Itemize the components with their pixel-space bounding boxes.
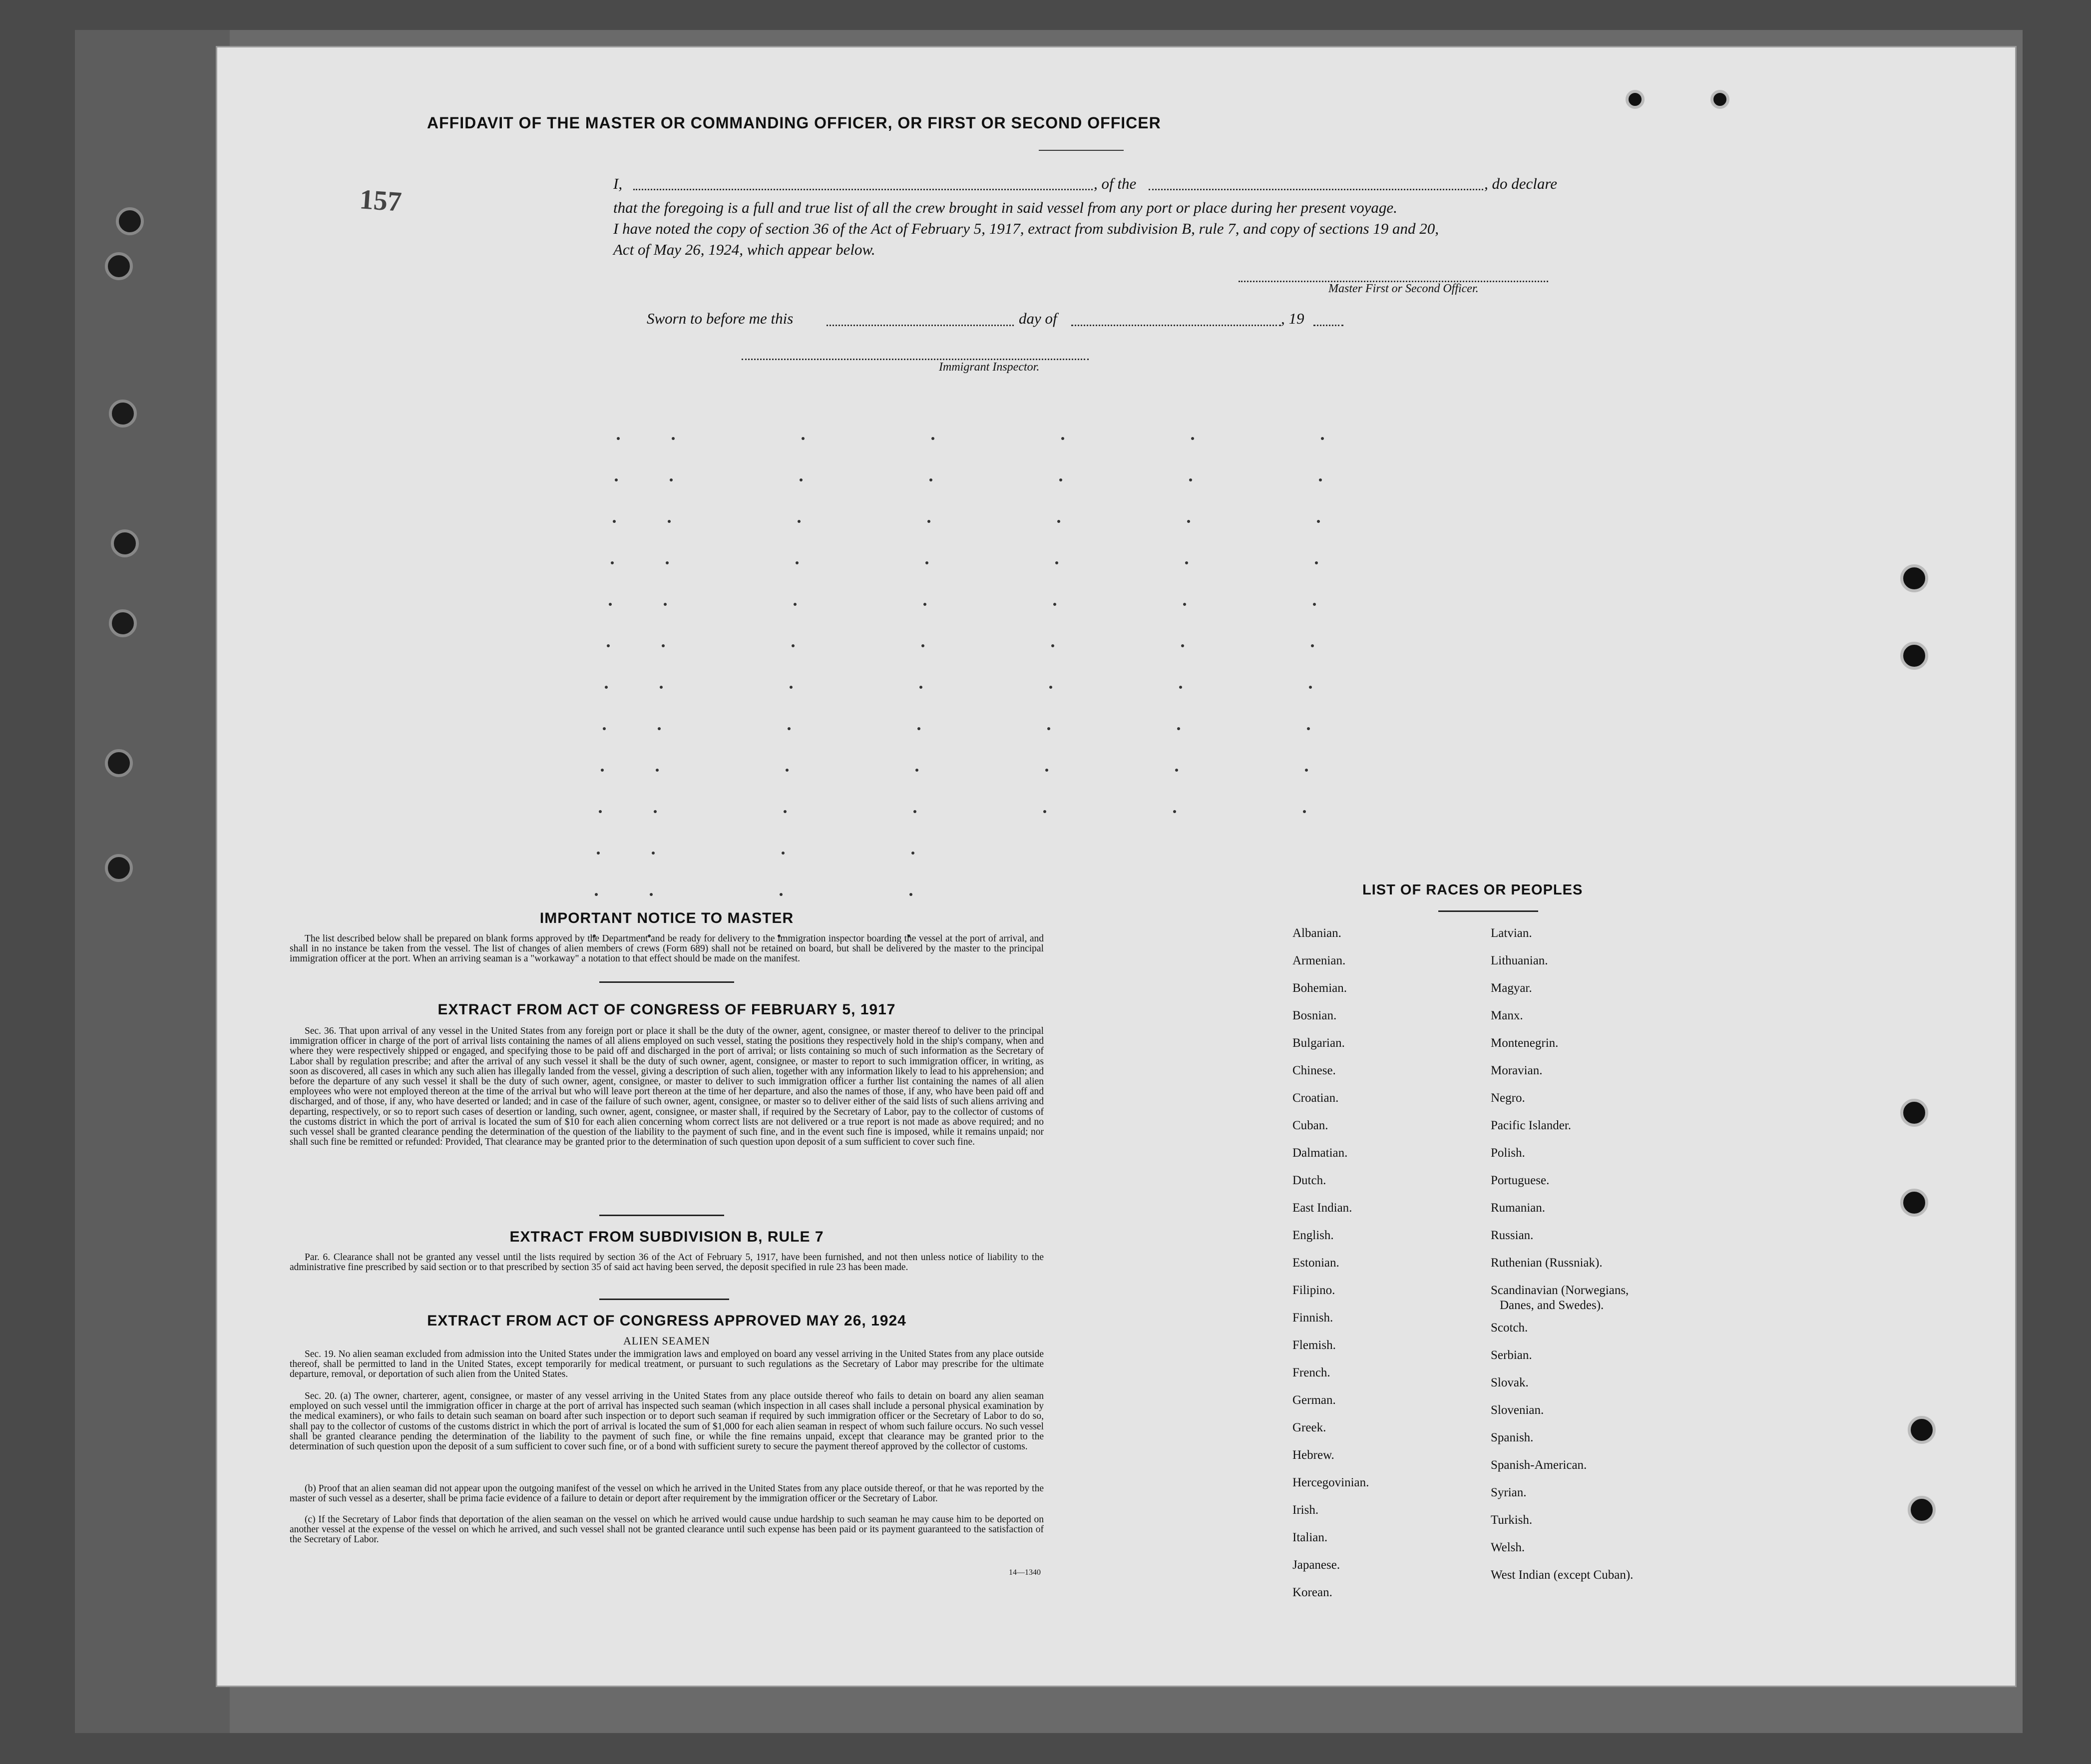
punch-hole	[1900, 1099, 1928, 1127]
row-dot	[798, 520, 801, 523]
row-dot	[1187, 520, 1190, 523]
row-dot	[1047, 727, 1050, 730]
race-item: Armenian.	[1292, 954, 1346, 967]
row-dot	[670, 478, 673, 481]
bleed-through-text	[1516, 162, 2091, 1661]
row-dot	[782, 852, 785, 855]
row-dot	[599, 810, 602, 813]
binder-hole	[105, 749, 133, 777]
inspector-label: Immigrant Inspector.	[939, 361, 1040, 374]
row-dot	[650, 893, 653, 896]
row-dot	[1307, 727, 1310, 730]
race-item: Welsh.	[1491, 1541, 1525, 1554]
race-item: Japanese.	[1292, 1558, 1340, 1572]
race-item: German.	[1292, 1393, 1336, 1407]
race-item: Pacific Islander.	[1491, 1119, 1572, 1132]
act-1924-sec-20c: (c) If the Secretary of Labor finds that deportation of the alien seaman on the vessel on which he arrived would cause undue hardship to such seaman he may cause him to be deported on another vessel at the expense of the vessel on which he arrived, and such vessel shall not be granted clearance until such expense has been paid or its payment guaranteed to the satisfaction of the Secretary of Labor.	[290, 1514, 1044, 1545]
row-dot	[1321, 437, 1324, 440]
day-dotted-line	[1071, 325, 1281, 326]
section-separator	[599, 1299, 729, 1300]
affidavit-of-the: , of the	[1094, 175, 1137, 192]
row-dot	[672, 437, 675, 440]
row-dot	[668, 520, 671, 523]
act-1924-sec-19: Sec. 19. No alien seaman excluded from admission into the United States under the immigration laws and employed on board any vessel arriving in the United States from any place outside thereof, shall be permitted to land in the United States, except temporarily for medical treatment, or pursuant to such regulations as the Secretary of Labor may prescribe for the ultimate departure, removal, or deportation of such alien from the United States.	[290, 1349, 1044, 1380]
row-dot	[1061, 437, 1064, 440]
row-dot	[784, 810, 787, 813]
race-item: Scandinavian (Norwegians,	[1491, 1284, 1629, 1297]
row-dot	[1177, 727, 1180, 730]
race-item: Italian.	[1292, 1531, 1328, 1544]
race-item: Albanian.	[1292, 926, 1341, 940]
act-1924-title: EXTRACT FROM ACT OF CONGRESS APPROVED MAY 26, 1924	[427, 1313, 906, 1329]
form-number: 14—1340	[1009, 1568, 1041, 1577]
row-dot	[652, 852, 655, 855]
punch-hole	[1908, 1416, 1936, 1444]
race-item: Spanish-American.	[1491, 1458, 1587, 1472]
row-dot	[1059, 478, 1062, 481]
row-dot	[915, 769, 918, 772]
row-dot	[1311, 644, 1314, 647]
signature-label: Master First or Second Officer.	[1328, 282, 1479, 295]
subdivision-b-text: Par. 6. Clearance shall not be granted any vessel until the lists required by section 36 of the Act of February 5, 1917, have been furnished, and not then unless notice of liability to the administrative fine prescribed by said section or to that prescribed by section 35 of said act having been served, the deposit specified in rule 23 has been made.	[290, 1252, 1044, 1273]
row-dot	[1303, 810, 1306, 813]
affidavit-do-declare: , do declare	[1484, 175, 1558, 192]
row-dot	[595, 893, 598, 896]
punch-hole	[1900, 642, 1928, 670]
row-dot	[603, 727, 606, 730]
row-dot	[917, 727, 920, 730]
punch-hole	[1908, 1496, 1936, 1524]
day-of-text: day of	[1019, 310, 1057, 327]
row-dot	[1181, 644, 1184, 647]
section-separator	[599, 981, 734, 983]
row-dot	[605, 686, 608, 689]
act-1924-sec-20a: Sec. 20. (a) The owner, charterer, agent, consignee, or master of any vessel arriving in the United States from any place outside thereof who fails to detain on board any alien seaman employed on such vessel until the immigration officer in charge at the port of arrival has inspected such seaman (which inspection in all cases shall include a personal physical examination by the medical examiners), or who fails to detain such seaman on board after such inspection or to deport such seaman if required by such immigration officer or the Secretary of Labor to do so, shall pay to the collector of customs of the customs district in which the port of arrival is located the sum of $1,000 for each alien seaman in respect of whom such failure occurs. No such vessel shall be granted clearance pending the determination of the liability to the payment of such fine, or while the fine remains unpaid, except that clearance may be granted prior to the determination of such question upon the deposit of a sum sufficient to cover such fine, or of a bond with sufficient surety to secure the payment thereof approved by the collector of customs.	[290, 1391, 1044, 1452]
row-dot	[931, 437, 934, 440]
binder-hole	[116, 207, 144, 235]
vessel-dotted-line	[1149, 189, 1483, 190]
act-1917-text: Sec. 36. That upon arrival of any vessel in the United States from any foreign port or place it shall be the duty of the owner, agent, consignee, or master thereof to deliver to the principal immigration officer in charge of the port of arrival lists containing the names of all aliens employed on such vessel, stating the positions they respectively hold in the ship's company, when and where they were respectively shipped or engaged, and specifying those to be paid off and discharged in the port of arrival; or lists containing so much of such information as the Secretary of Labor shall by regulation prescribe; and after the arrival of any such vessel it shall be the duty of such owner, agent, consignee, or master to report to such immigration officer, in writing, as soon as discovered, all cases in which any such alien has illegally landed from the vessel, giving a description of such alien, together with any information likely to lead to his apprehension; and before the departure of any such vessel it shall be the duty of such owner, agent, consignee, or master to deliver to such immigration officer a further list containing the names of all alien employees who were not employed thereon at the time of the arrival but who will leave port thereon at the time of her departure, and also the names of those, if any, who have been paid off and discharged, and of those, if any, who have deserted or landed; and in case of the failure of such owner, agent, consignee, or master so to deliver either of the said lists of such aliens arriving and departing, respectively, or so to report such cases of desertion or landing, such owner, agent, consignee, or master shall, if required by the Secretary of Labor, pay to the collector of customs of the customs district in which the port of arrival is located the sum of $10 for each alien concerning whom correct lists are not delivered or a true report is not made as above required; and no such vessel shall be granted clearance pending the determination of the question of the liability to the payment of such fine, and in the event such fine is imposed, while it remains unpaid; nor shall such fine be remitted or refunded: Provided, That clearance may be granted prior to the determination of such question upon deposit of a sum sufficient to cover such fine.	[290, 1026, 1044, 1148]
row-dot	[786, 769, 789, 772]
race-item: Scotch.	[1491, 1321, 1528, 1334]
race-item: Bosnian.	[1292, 1009, 1337, 1022]
race-item: Polish.	[1491, 1146, 1525, 1160]
year-dotted-line	[1313, 325, 1343, 326]
race-item: Portuguese.	[1491, 1174, 1550, 1187]
row-dot	[929, 478, 932, 481]
race-item: Croatian.	[1292, 1091, 1339, 1105]
binder-edge	[75, 30, 230, 1733]
row-dot	[913, 810, 916, 813]
title-rule	[1039, 150, 1124, 151]
subdivision-b-title: EXTRACT FROM SUBDIVISION B, RULE 7	[509, 1229, 824, 1245]
row-dot	[923, 603, 926, 606]
race-item: Slovak.	[1491, 1376, 1529, 1389]
race-item: Filipino.	[1292, 1284, 1335, 1297]
row-dot	[1185, 561, 1188, 564]
row-dot	[780, 893, 783, 896]
stamp-number: 157	[358, 184, 403, 218]
race-item: Rumanian.	[1491, 1201, 1546, 1215]
act-1924-sec-20b: (b) Proof that an alien seaman did not appear upon the outgoing manifest of the vessel on which he arrived in the United States from any place outside thereof, or that he was reported by the master of such vessel as a deserter, shall be prima facie evidence of a failure to detain or deport after requirement by the immigration officer or the Secretary of Labor.	[290, 1483, 1044, 1504]
race-item: Greek.	[1292, 1421, 1326, 1434]
row-dot	[794, 603, 797, 606]
race-item: Bulgarian.	[1292, 1036, 1345, 1050]
race-item: Flemish.	[1292, 1338, 1336, 1352]
row-dot	[1049, 686, 1052, 689]
row-dot	[662, 644, 665, 647]
affidavit-line-2: that the foregoing is a full and true list of all the crew brought in said vessel from any port or place during her present voyage.	[613, 199, 1397, 216]
row-dot	[1057, 520, 1060, 523]
row-dot	[609, 603, 612, 606]
row-dot	[601, 769, 604, 772]
row-dot	[597, 852, 600, 855]
row-dot	[1191, 437, 1194, 440]
affidavit-line-4: Act of May 26, 1924, which appear below.	[613, 241, 875, 258]
race-item: Bohemian.	[1292, 981, 1347, 995]
row-dot	[1183, 603, 1186, 606]
row-dot	[925, 561, 928, 564]
race-item: Manx.	[1491, 1009, 1523, 1022]
race-item: Dalmatian.	[1292, 1146, 1348, 1160]
binder-hole	[109, 609, 137, 637]
race-item: Turkish.	[1491, 1513, 1533, 1527]
row-dot	[909, 893, 912, 896]
race-item: Hercegovinian.	[1292, 1476, 1369, 1489]
row-dot	[1319, 478, 1322, 481]
row-dot	[1051, 644, 1054, 647]
notice-title: IMPORTANT NOTICE TO MASTER	[539, 910, 794, 926]
row-dot	[788, 727, 791, 730]
race-item: Moravian.	[1491, 1064, 1543, 1077]
section-separator	[599, 1215, 724, 1216]
row-dot	[921, 644, 924, 647]
row-dot	[1173, 810, 1176, 813]
row-dot	[656, 769, 659, 772]
row-dot	[919, 686, 922, 689]
row-dot	[1315, 561, 1318, 564]
row-dot	[607, 644, 610, 647]
race-item: Dutch.	[1292, 1174, 1326, 1187]
year-text: , 19	[1281, 310, 1304, 327]
affidavit-i: I,	[613, 175, 623, 192]
row-dot	[613, 520, 616, 523]
row-dot	[666, 561, 669, 564]
punch-hole	[1900, 1189, 1928, 1217]
row-dot	[927, 520, 930, 523]
row-dot	[792, 644, 795, 647]
row-dot	[660, 686, 663, 689]
race-item: East Indian.	[1292, 1201, 1352, 1215]
race-item: French.	[1292, 1366, 1330, 1379]
binder-hole	[111, 529, 139, 557]
row-dot	[802, 437, 805, 440]
races-title: LIST OF RACES OR PEOPLES	[1362, 882, 1583, 898]
punch-hole	[1710, 90, 1729, 109]
row-dot	[617, 437, 620, 440]
race-item: Danes, and Swedes).	[1500, 1299, 1604, 1312]
row-dot	[1309, 686, 1312, 689]
race-item: Korean.	[1292, 1586, 1332, 1599]
row-dot	[1317, 520, 1320, 523]
affidavit-line-3: I have noted the copy of section 36 of the Act of February 5, 1917, extract from subdivision B, rule 7, and copy of sections 19 and 20,	[613, 220, 1439, 237]
race-item: Negro.	[1491, 1091, 1525, 1105]
race-item: Magyar.	[1491, 981, 1532, 995]
row-dot	[664, 603, 667, 606]
row-dot	[1175, 769, 1178, 772]
act-1924-subtitle: ALIEN SEAMEN	[623, 1334, 710, 1347]
punch-hole	[1626, 90, 1645, 109]
race-item: Irish.	[1292, 1503, 1319, 1517]
race-item: Russian.	[1491, 1229, 1534, 1242]
race-item: Estonian.	[1292, 1256, 1339, 1270]
row-dot	[1189, 478, 1192, 481]
binder-hole	[109, 400, 137, 428]
row-dot	[1053, 603, 1056, 606]
binder-hole	[105, 854, 133, 882]
inspector-dotted-line	[742, 359, 1089, 360]
race-item: Montenegrin.	[1491, 1036, 1559, 1050]
race-item: Cuban.	[1292, 1119, 1328, 1132]
row-dot	[615, 478, 618, 481]
sworn-dotted-line	[827, 325, 1014, 326]
row-dot	[1055, 561, 1058, 564]
row-dot	[800, 478, 803, 481]
race-item: Latvian.	[1491, 926, 1532, 940]
row-dot	[1305, 769, 1308, 772]
race-item: Ruthenian (Russniak).	[1491, 1256, 1603, 1270]
notice-text: The list described below shall be prepared on blank forms approved by the Department and be ready for delivery to the immigration inspector boarding the vessel at the port of arrival, and shall in no instance be taken from the vessel. The list of changes of alien members of crews (Form 689) shall not be retained on board, but shall be delivered by the master to the principal immigration officer at the port. When an arriving seaman is a "workaway" a notation to that effect should be made on the manifest.	[290, 933, 1044, 964]
row-dot	[654, 810, 657, 813]
race-item: Hebrew.	[1292, 1448, 1334, 1462]
race-item: Syrian.	[1491, 1486, 1527, 1499]
row-dot	[611, 561, 614, 564]
row-dot	[1043, 810, 1046, 813]
binder-hole	[105, 252, 133, 280]
punch-hole	[1900, 564, 1928, 592]
affidavit-title: AFFIDAVIT OF THE MASTER OR COMMANDING OFFICER, OR FIRST OR SECOND OFFICER	[427, 114, 1161, 132]
row-dot	[790, 686, 793, 689]
race-item: West Indian (except Cuban).	[1491, 1568, 1634, 1582]
sworn-text: Sworn to before me this	[647, 310, 794, 327]
row-dot	[1313, 603, 1316, 606]
act-1917-title: EXTRACT FROM ACT OF CONGRESS OF FEBRUARY 5, 1917	[437, 1001, 896, 1018]
row-dot	[658, 727, 661, 730]
row-dot	[911, 852, 914, 855]
race-item: Slovenian.	[1491, 1403, 1544, 1417]
name-dotted-line	[633, 189, 1093, 190]
race-item: Serbian.	[1491, 1348, 1532, 1362]
row-dot	[1179, 686, 1182, 689]
race-item: English.	[1292, 1229, 1334, 1242]
row-dot	[796, 561, 799, 564]
race-item: Lithuanian.	[1491, 954, 1548, 967]
row-dot	[1045, 769, 1048, 772]
races-title-rule	[1438, 910, 1538, 912]
race-item: Finnish.	[1292, 1311, 1333, 1324]
race-item: Chinese.	[1292, 1064, 1336, 1077]
race-item: Spanish.	[1491, 1431, 1534, 1444]
